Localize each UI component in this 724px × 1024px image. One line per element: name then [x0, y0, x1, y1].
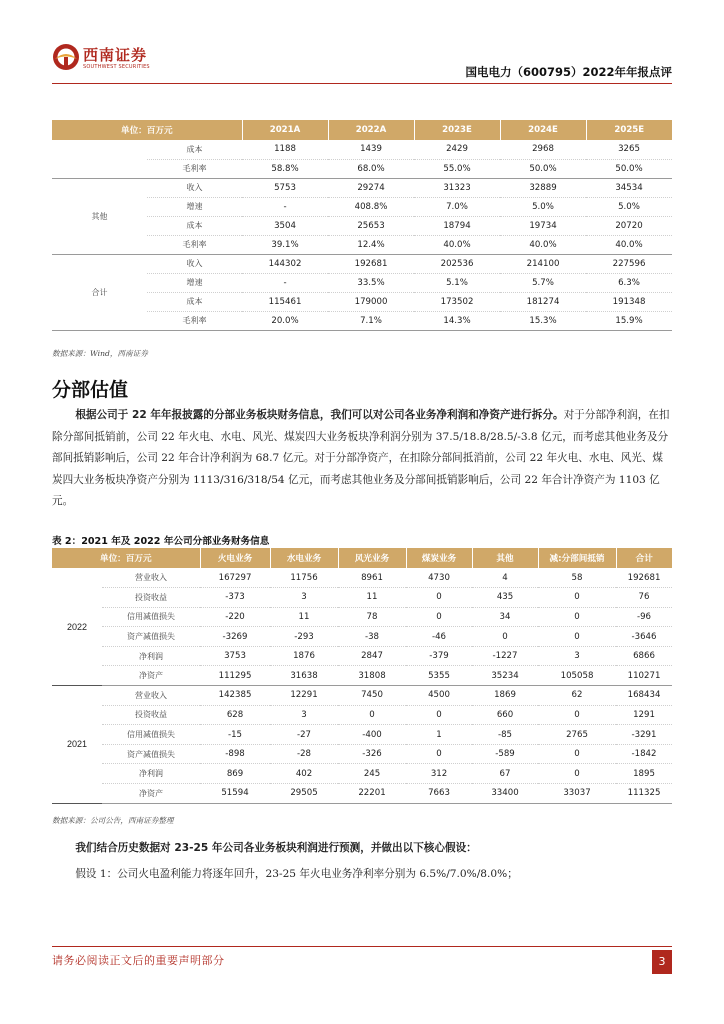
table-cell: -96 — [616, 607, 672, 627]
table-cell: 312 — [406, 764, 472, 784]
table-cell: 31808 — [338, 666, 406, 686]
table-cell: 7.0% — [414, 197, 500, 216]
table-cell: 7.1% — [328, 311, 414, 330]
table-cell: 34 — [472, 607, 538, 627]
table-cell: 1876 — [270, 646, 338, 666]
year-label: 2021 — [52, 686, 102, 804]
table-cell: 50.0% — [500, 159, 586, 178]
table-row — [52, 607, 672, 627]
table-cell: -27 — [270, 725, 338, 745]
row-label: 收入 — [147, 254, 242, 273]
table-cell: 5355 — [406, 666, 472, 686]
table-cell: 40.0% — [414, 235, 500, 254]
table-cell: 869 — [200, 764, 270, 784]
table-row — [52, 140, 672, 159]
table-cell: 4500 — [406, 686, 472, 706]
table-cell: 51594 — [200, 784, 270, 804]
table-cell: 173502 — [414, 292, 500, 311]
table-header-cell: 火电业务 — [200, 548, 270, 568]
table-cell: 192681 — [616, 568, 672, 588]
logo-chinese-text: 西南证券 — [83, 46, 148, 64]
table-cell: 1895 — [616, 764, 672, 784]
row-label: 投资收益 — [102, 588, 200, 608]
row-label: 营业收入 — [102, 686, 200, 706]
table-row — [52, 588, 672, 608]
table-cell: 55.0% — [414, 159, 500, 178]
table-cell: 35234 — [472, 666, 538, 686]
table-cell: -3269 — [200, 627, 270, 647]
table-cell: 435 — [472, 588, 538, 608]
table-header-cell: 单位：百万元 — [52, 548, 200, 568]
table-header-row — [52, 120, 672, 140]
table-cell: 0 — [538, 705, 616, 725]
table-cell: 33.5% — [328, 273, 414, 292]
table-cell: 192681 — [328, 254, 414, 273]
table-cell: 5.0% — [586, 197, 672, 216]
table-cell: 0 — [538, 607, 616, 627]
row-label: 资产减值损失 — [102, 744, 200, 764]
table-cell: 0 — [538, 764, 616, 784]
table-header-cell: 2025E — [586, 120, 672, 140]
table-row — [52, 744, 672, 764]
table-cell: 29505 — [270, 784, 338, 804]
table-row — [52, 646, 672, 666]
table-cell: 11 — [270, 607, 338, 627]
table-cell: -898 — [200, 744, 270, 764]
table-cell: 0 — [338, 705, 406, 725]
row-label: 成本 — [147, 292, 242, 311]
row-label: 净利润 — [102, 646, 200, 666]
table-cell: 1439 — [328, 140, 414, 159]
table-cell: 33400 — [472, 784, 538, 804]
table-cell: 58 — [538, 568, 616, 588]
table-cell: 14.3% — [414, 311, 500, 330]
row-label: 净利润 — [102, 764, 200, 784]
table-cell: -379 — [406, 646, 472, 666]
segment-valuation-paragraph — [52, 405, 672, 513]
table-cell: 2847 — [338, 646, 406, 666]
table-cell: 408.8% — [328, 197, 414, 216]
table-row — [52, 178, 672, 197]
table-cell: 214100 — [500, 254, 586, 273]
table-cell: 12.4% — [328, 235, 414, 254]
table-cell: 32889 — [500, 178, 586, 197]
footer-disclaimer: 请务必阅读正文后的重要声明部分 — [52, 954, 225, 967]
table-cell: 110271 — [616, 666, 672, 686]
table-cell: -85 — [472, 725, 538, 745]
table-cell: 167297 — [200, 568, 270, 588]
table-cell: -589 — [472, 744, 538, 764]
table-header-cell: 合计 — [616, 548, 672, 568]
row-label: 毛利率 — [147, 311, 242, 330]
year-label: 2022 — [52, 568, 102, 686]
group-label: 其他 — [52, 178, 147, 254]
table-row — [52, 254, 672, 273]
table-header-cell: 煤炭业务 — [406, 548, 472, 568]
table-cell: 5753 — [242, 178, 328, 197]
table-cell: -3646 — [616, 627, 672, 647]
table-cell: 0 — [406, 588, 472, 608]
table-cell: 40.0% — [586, 235, 672, 254]
table-cell: 31638 — [270, 666, 338, 686]
table-header-cell: 单位：百万元 — [52, 120, 242, 140]
table-cell: 142385 — [200, 686, 270, 706]
table-header-cell: 2024E — [500, 120, 586, 140]
table-cell: 15.3% — [500, 311, 586, 330]
row-label: 净资产 — [102, 784, 200, 804]
table-header-row — [52, 548, 672, 568]
table-cell: -3291 — [616, 725, 672, 745]
table-header-cell: 2022A — [328, 120, 414, 140]
table1-source-note: 数据来源：Wind，西南证券 — [52, 349, 148, 358]
table-cell: 111325 — [616, 784, 672, 804]
table-header-cell: 减:分部间抵销 — [538, 548, 616, 568]
table-cell: 0 — [406, 705, 472, 725]
report-title: 国电电力（600795）2022年年报点评 — [465, 65, 672, 79]
table-cell: -293 — [270, 627, 338, 647]
table2-source-note: 数据来源：公司公告，西南证券整理 — [52, 816, 174, 825]
table-cell: 1291 — [616, 705, 672, 725]
table-cell: 7663 — [406, 784, 472, 804]
logo-english-text: SOUTHWEST SECURITIES — [83, 64, 150, 70]
table-header-cell: 水电业务 — [270, 548, 338, 568]
table-cell: 29274 — [328, 178, 414, 197]
table-cell: 3265 — [586, 140, 672, 159]
table-header-cell: 2021A — [242, 120, 328, 140]
row-label: 成本 — [147, 216, 242, 235]
table-cell: 39.1% — [242, 235, 328, 254]
table-cell: 15.9% — [586, 311, 672, 330]
table-row — [52, 705, 672, 725]
table-cell: 0 — [472, 627, 538, 647]
table-cell: 105058 — [538, 666, 616, 686]
row-label: 净资产 — [102, 666, 200, 686]
table-cell: -38 — [338, 627, 406, 647]
table-cell: 402 — [270, 764, 338, 784]
table-cell: 1188 — [242, 140, 328, 159]
table-cell: 68.0% — [328, 159, 414, 178]
table-cell: 5.0% — [500, 197, 586, 216]
table-cell: 31323 — [414, 178, 500, 197]
row-label: 资产减值损失 — [102, 627, 200, 647]
table-cell: 4 — [472, 568, 538, 588]
logo-emblem-icon — [52, 43, 80, 71]
row-label: 信用减值损失 — [102, 725, 200, 745]
table-cell: 4730 — [406, 568, 472, 588]
table-cell: 22201 — [338, 784, 406, 804]
header-divider — [52, 83, 672, 84]
footer-divider — [52, 946, 672, 947]
table-row — [52, 784, 672, 804]
table-cell: 8961 — [338, 568, 406, 588]
table-cell: 25653 — [328, 216, 414, 235]
table-row — [52, 686, 672, 706]
table-cell: 3753 — [200, 646, 270, 666]
paragraph-body: 对于分部净利润，在扣除分部间抵销前，公司 22 年火电、水电、风光、煤炭四大业务板块净利润分别为 37.5/18.8/28.5/-3.8 亿元，而考虑其他业务及分部间抵销影响后，公司 22 年合计净利润为 68.7 亿元。对于分部净资产，在扣除分部间抵消前，公司 22 年火电、水电、风光、煤炭四大业务板块净资产分别为 1113/316/318/54 亿元，而考虑其他业务及分部间抵销影响后，公司 22 年合计净资产为 1103 亿元。 — [52, 409, 670, 507]
table-cell: 7450 — [338, 686, 406, 706]
table-cell: 3 — [538, 646, 616, 666]
table-header-cell: 其他 — [472, 548, 538, 568]
table-cell: 0 — [538, 627, 616, 647]
table-cell: 2429 — [414, 140, 500, 159]
table-cell: 76 — [616, 588, 672, 608]
row-label: 收入 — [147, 178, 242, 197]
table-cell: -28 — [270, 744, 338, 764]
table-cell: 1869 — [472, 686, 538, 706]
table-cell: 245 — [338, 764, 406, 784]
page-header — [0, 0, 724, 86]
table-cell: 40.0% — [500, 235, 586, 254]
group-label: 合计 — [52, 254, 147, 330]
row-label: 增速 — [147, 273, 242, 292]
segment-forecast-table — [52, 120, 672, 331]
forecast-intro-paragraph: 我们结合历史数据对 23-25 年公司各业务板块利润进行预测，并做出以下核心假设： — [75, 842, 477, 854]
table-cell: 78 — [338, 607, 406, 627]
table-cell: 34534 — [586, 178, 672, 197]
table-cell: 181274 — [500, 292, 586, 311]
table-cell: 20720 — [586, 216, 672, 235]
table-cell: 191348 — [586, 292, 672, 311]
table-cell: -1842 — [616, 744, 672, 764]
table-row — [52, 568, 672, 588]
section-title: 分部估值 — [52, 379, 129, 401]
table-cell: 5.7% — [500, 273, 586, 292]
table-cell: 111295 — [200, 666, 270, 686]
table-cell: 0 — [538, 744, 616, 764]
table-cell: -46 — [406, 627, 472, 647]
table-cell: 144302 — [242, 254, 328, 273]
table-cell: 2968 — [500, 140, 586, 159]
table-row — [52, 725, 672, 745]
group-label — [52, 140, 147, 178]
row-label: 营业收入 — [102, 568, 200, 588]
table-cell: 50.0% — [586, 159, 672, 178]
table-cell: - — [242, 197, 328, 216]
table-cell: 5.1% — [414, 273, 500, 292]
table-cell: 0 — [538, 588, 616, 608]
row-label: 毛利率 — [147, 235, 242, 254]
table-row — [52, 764, 672, 784]
row-label: 增速 — [147, 197, 242, 216]
table-cell: 202536 — [414, 254, 500, 273]
table-cell: -373 — [200, 588, 270, 608]
table-cell: 115461 — [242, 292, 328, 311]
segment-financials-table — [52, 548, 672, 804]
table-cell: 6866 — [616, 646, 672, 666]
table-cell: 3504 — [242, 216, 328, 235]
table-cell: -400 — [338, 725, 406, 745]
table-cell: 179000 — [328, 292, 414, 311]
paragraph-lead: 根据公司于 22 年年报披露的分部业务板块财务信息，我们可以对公司各业务净利润和净资产进行拆分。 — [75, 409, 564, 421]
table-cell: 11 — [338, 588, 406, 608]
table-cell: 660 — [472, 705, 538, 725]
table-header-cell: 2023E — [414, 120, 500, 140]
table-cell: 19734 — [500, 216, 586, 235]
table-cell: 62 — [538, 686, 616, 706]
table-cell: 6.3% — [586, 273, 672, 292]
table-cell: 33037 — [538, 784, 616, 804]
table-cell: 3 — [270, 705, 338, 725]
table-cell: 11756 — [270, 568, 338, 588]
table-cell: 628 — [200, 705, 270, 725]
table-cell: 58.8% — [242, 159, 328, 178]
table-cell: 0 — [406, 744, 472, 764]
table-cell: -1227 — [472, 646, 538, 666]
table-row — [52, 666, 672, 686]
table-cell: 0 — [406, 607, 472, 627]
table-cell: 168434 — [616, 686, 672, 706]
table-cell: 227596 — [586, 254, 672, 273]
table-cell: 67 — [472, 764, 538, 784]
table-cell: 1 — [406, 725, 472, 745]
table-cell: 20.0% — [242, 311, 328, 330]
row-label: 投资收益 — [102, 705, 200, 725]
table-cell: -15 — [200, 725, 270, 745]
table-cell: -326 — [338, 744, 406, 764]
page-number: 3 — [652, 950, 672, 974]
table-cell: 3 — [270, 588, 338, 608]
table-cell: 18794 — [414, 216, 500, 235]
table-cell: 2765 — [538, 725, 616, 745]
row-label: 成本 — [147, 140, 242, 159]
table2-caption: 表 2：2021 年及 2022 年公司分部业务财务信息 — [52, 536, 270, 547]
table-row — [52, 627, 672, 647]
row-label: 信用减值损失 — [102, 607, 200, 627]
table-cell: -220 — [200, 607, 270, 627]
table-cell: - — [242, 273, 328, 292]
table-header-cell: 风光业务 — [338, 548, 406, 568]
assumption-paragraph: 假设 1：公司火电盈利能力将逐年回升，23-25 年火电业务净利率分别为 6.5%/7.0%/8.0%； — [75, 868, 518, 880]
row-label: 毛利率 — [147, 159, 242, 178]
table-cell: 12291 — [270, 686, 338, 706]
company-logo — [52, 43, 152, 77]
